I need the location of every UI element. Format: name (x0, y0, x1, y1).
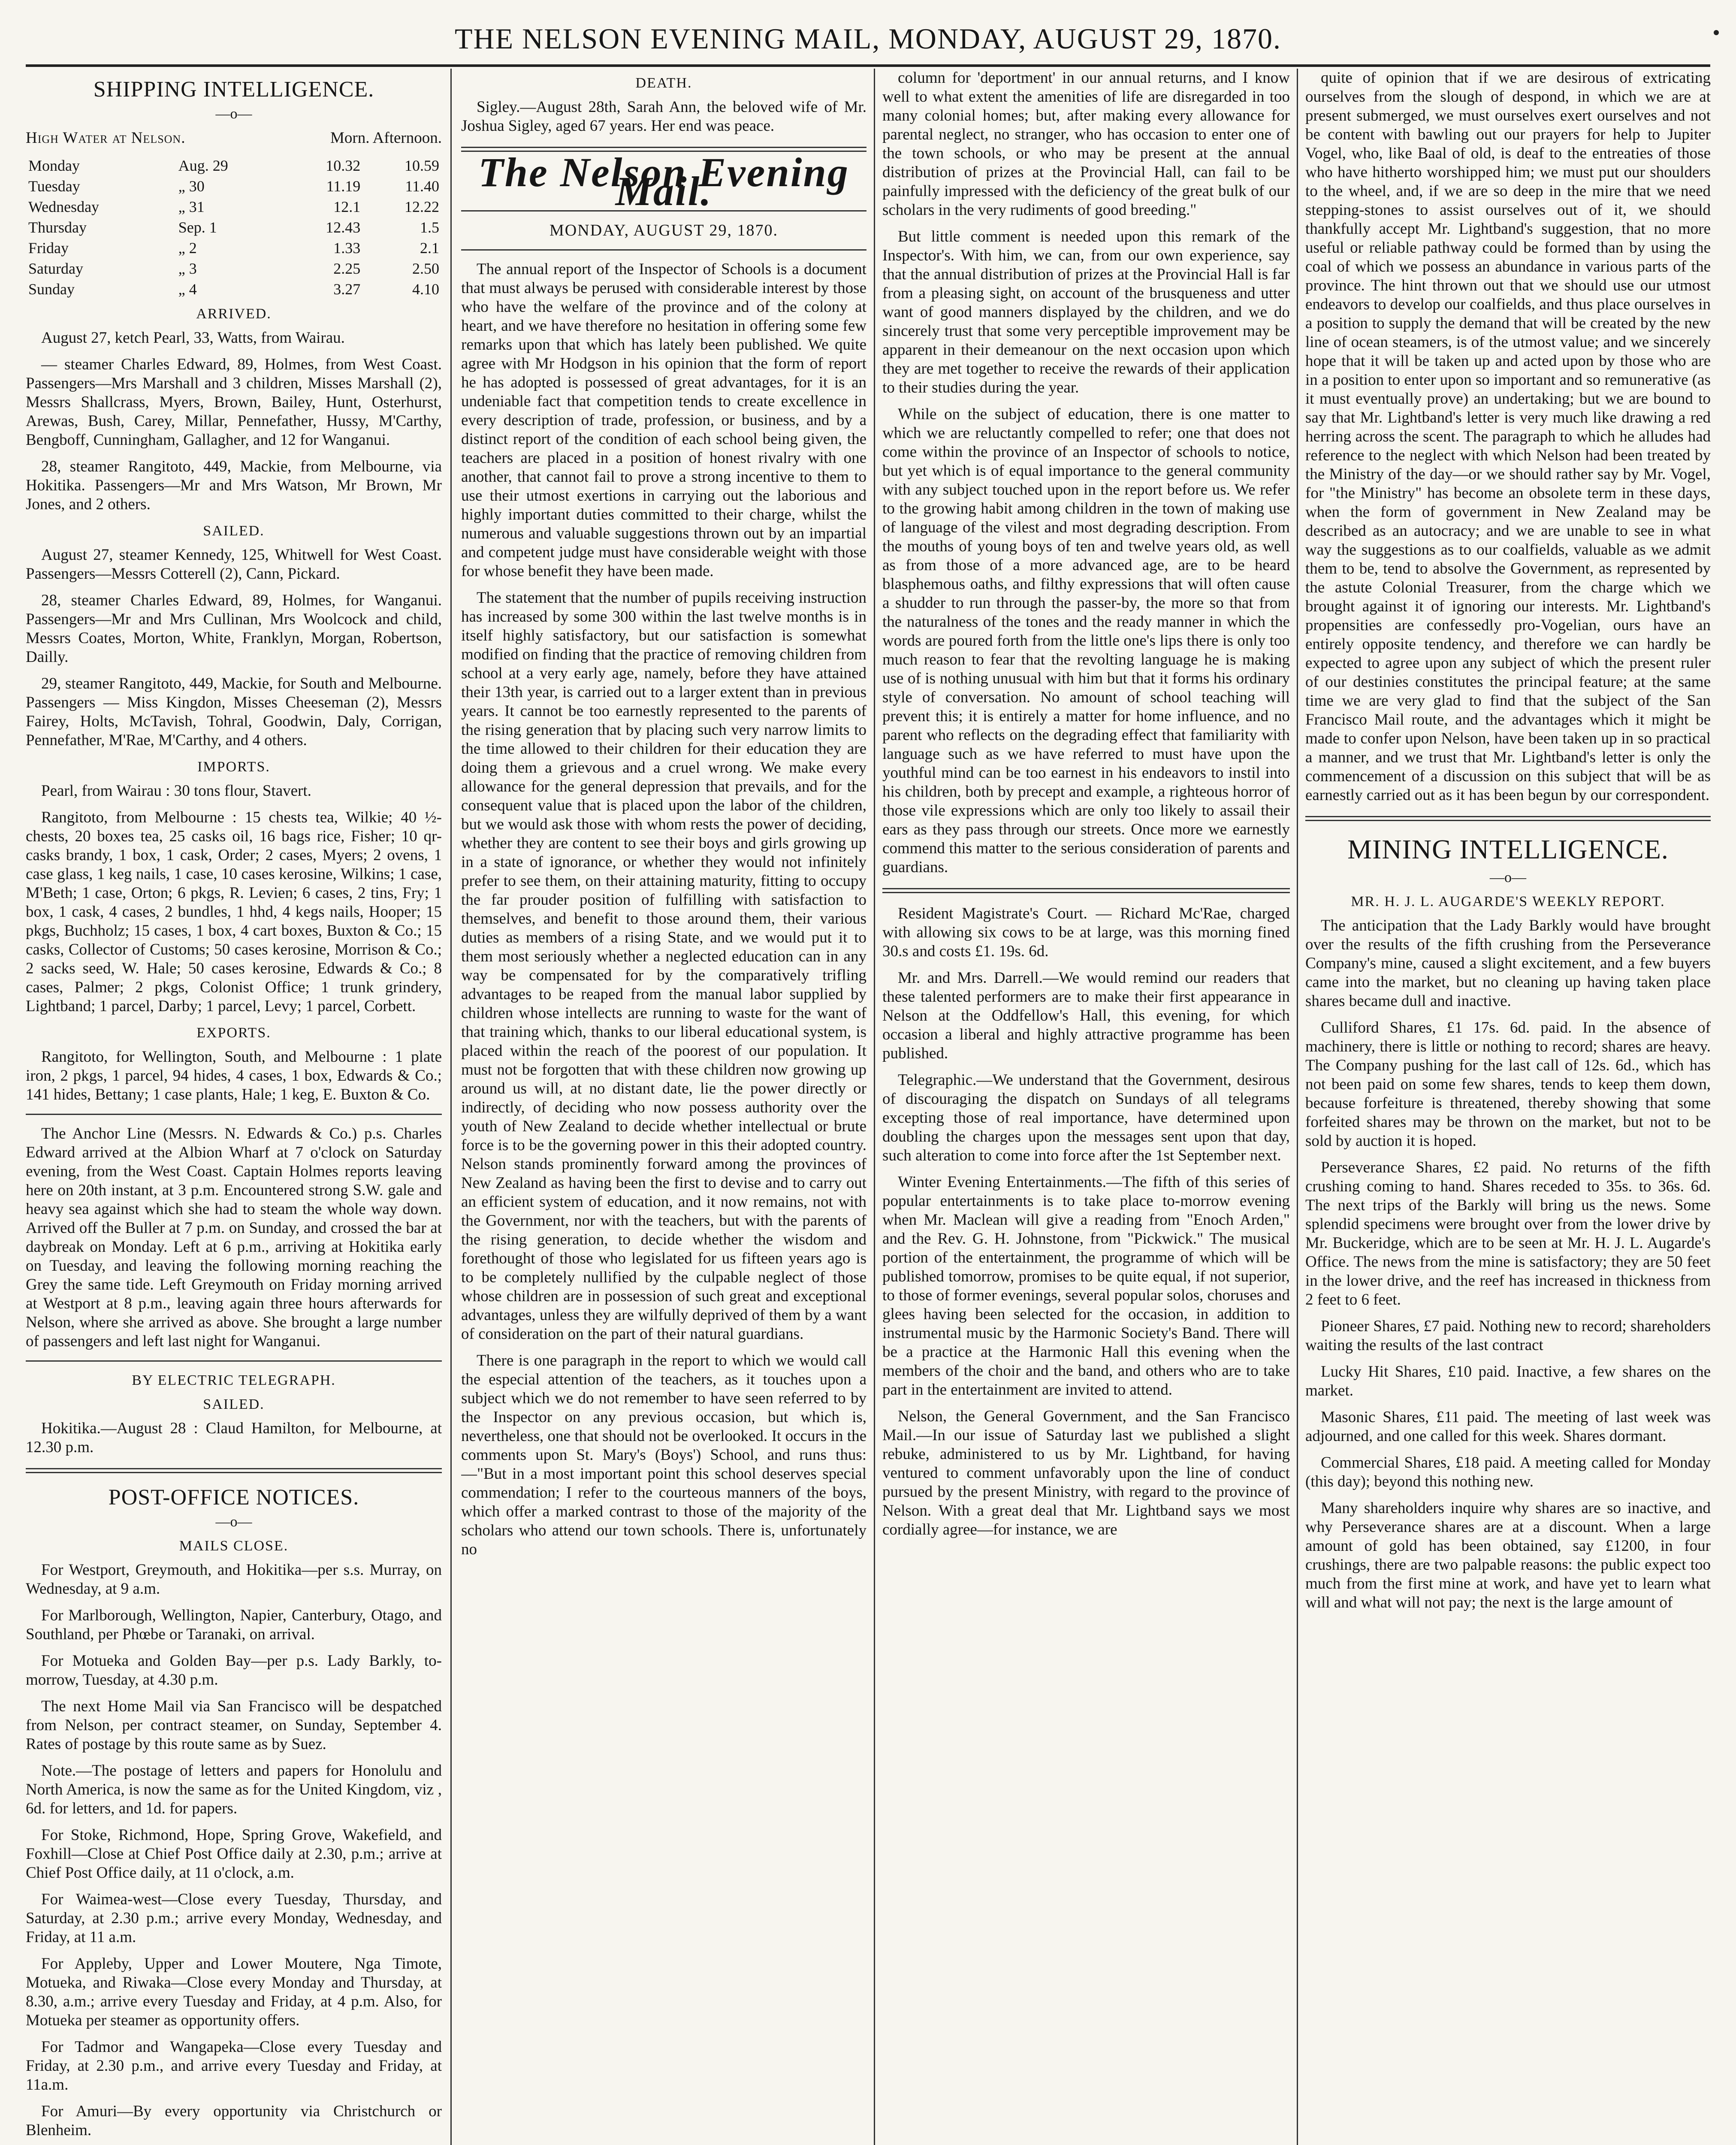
arrival-item: August 27, ketch Pearl, 33, Watts, from Wairau. (41, 329, 345, 347)
mail-notice: The next Home Mail via San Francisco will be despatched from Nelson, per contract steamer, on Sunday, September 4. Rates of postage by this route same as by Suez. (26, 1698, 442, 1753)
sailed-heading: SAILED. (203, 523, 265, 539)
tide-cell: Friday (28, 239, 69, 257)
divider-rule (26, 1114, 442, 1115)
tide-cell: „ 31 (178, 198, 205, 215)
tide-cell: 10.32 (326, 157, 361, 174)
masthead-title: THE NELSON EVENING MAIL, MONDAY, AUGUST 29, 1870. (454, 22, 1282, 55)
tide-cell: Aug. 29 (178, 157, 228, 174)
editorial-paragraph: quite of opinion that if we are desirous of extricating ourselves from the slough of despond, in which we are at present submerged, we must ourselves exert ourselves and not be content with bawling out our prayers for help to Jupiter Vogel, who, like Baal of old, is deaf to the entreaties of those who have hitherto worshipped him; we must put our shoulders to the wheel, and, if we are so deep in the mire that we need stepping-stones to assist ourselves out of it, we should thankfully accept Mr. Lightband's suggestion, that no more useful or reliable pathway could be formed than by using the coal of which we possess an abundance in various parts of the province. The hint thrown out that we should use our utmost endeavors to develop our coalfields, and thus place ourselves in a position to supply the demand that will be created by the new line of ocean steamers, is of the utmost value; and we sincerely hope that it will be taken up and acted upon by those who are in a position to enter upon so important and so remunerative (as it must eventually prove) an undertaking; but we are bound to say that Mr. Lightband's letter is very much like drawing a red herring across the scent. The paragraph to which he alludes had reference to the neglect with which Nelson had been treated by the Ministry of the day—or we should rather say by Mr. Vogel, for "the Ministry" has become an obsolete term in these days, when the form of government in New Zealand may be described as an autocracy; and we are unable to see in what way the suggestions as to our coalfields, valuable as we admit them to be, tend to absolve the Government, as represented by the astute Colonial Treasurer, from the charge which we brought against it of ignoring our interests. Mr. Lightband's propensities are confessedly pro-Vogelian, ours have an entirely opposite tendency, and therefore we can hardly be expected to agree upon any subject of which the present ruler of our destinies constitutes the principal feature; at the same time we are very glad to find that the subject of the San Francisco Mail route, and the advantages which it might be made to confer upon Nelson, have been taken up in so practical a manner, and we trust that Mr. Lightband's letter is only the commencement of a discussion on this subject that will be as earnestly carried out as it has been begun by our correspondent. (1305, 69, 1711, 804)
divider-rule (26, 1360, 442, 1362)
arrival-item: — steamer Charles Edward, 89, Holmes, from West Coast. Passengers—Mrs Marshall and 3 children, Misses Marshall (2), Messrs Shallcrass, Myers, Brown, Bailey, Hunt, Osterhurst, Arewas, Bush, Carey, Millar, Pennefather, Hussy, M'Carthy, Bengboff, Cunningham, Gallagher, and 12 for Wanganui. (26, 356, 442, 449)
anchor-line-report: The Anchor Line (Messrs. N. Edwards & Co.) p.s. Charles Edward arrived at the Albion Wharf at 7 o'clock on Saturday evening, from the West Coast. Captain Holmes reports leaving here on 20th instant, at 3 p.m. Encountered strong S.W. gale and heavy sea against which she had to steam the whole way down. Arrived off the Buller at 7 p.m. on Sunday, and crossed the bar at daybreak on Monday. Left at 6 p.m., arriving at Hokitika early on Tuesday, and leaving the following morning reaching the Grey the same tide. Left Greymouth on Friday morning arrived at Westport at 8 p.m., leaving again three hours afterwards for Nelson, where she arrived as above. She brought a large number of passengers and left last night for Wanganui. (26, 1125, 442, 1350)
column-1 (26, 69, 442, 2145)
mail-notice: For Appleby, Upper and Lower Moutere, Nga Timote, Motueka, and Riwaka—Close every Monday and Thursday, at 8.30, a.m.; arrive every Tuesday and Friday, at 4 p.m. Also, for Motueka per steamer as opportunity offers. (26, 1955, 442, 2029)
darrell-news: Mr. and Mrs. Darrell.—We would remind our readers that these talented performers are to make their first appearance in Nelson at the Oddfellow's Hall, this evening, for which occasion a liberal and highly attractive programme has been published. (882, 969, 1290, 1062)
double-rule (882, 888, 1290, 893)
arrived-list (26, 329, 442, 514)
tide-cell: 2.50 (412, 260, 439, 277)
arrived-heading: ARRIVED. (196, 306, 272, 322)
mail-notice: Note.—The postage of letters and papers for Honolulu and North America, is now the same as for the United Kingdom, viz , 6d. for letters, and 1d. for papers. (26, 1762, 442, 1817)
editorial-paragraph: The annual report of the Inspector of Schools is a document that must always be perused with considerable interest by those who have the welfare of the province and of the colony at heart, and we have therefore no hesitation in offering some few remarks upon that which has lately been published. We quite agree with Mr Hodgson in his opinion that the form of report he has adopted is possessed of great advantages, for it is an undeniable fact that competition tends to create excellence in every description of trade, profession, or business, and by a distinct report of the condition of each school being given, the teachers are placed in a position of honest rivalry with one another, that cannot fail to prove a strong incentive to them to use their utmost exertions in carrying out the laborious and highly important duties committed to their charge, whilst the numerous and valuable suggestions thrown out by an impartial and competent judge must have considerable weight with those for whose benefit they have been made. (461, 260, 866, 580)
tide-label: High Water at Nelson. (26, 129, 186, 147)
tide-row (26, 258, 442, 279)
mining-paragraph: Lucky Hit Shares, £10 paid. Inactive, a few shares on the market. (1305, 1363, 1711, 1399)
divider: —o— (215, 1514, 252, 1530)
mail-notice: For Motueka and Golden Bay—per p.s. Lady Barkly, to-morrow, Tuesday, at 4.30 p.m. (26, 1652, 442, 1689)
san-francisco-mail-news: Nelson, the General Government, and the San Francisco Mail.—In our issue of Saturday last we published a slight rebuke, administered to us by Mr. Lightband, for having ventured to comment unfavorably upon the line of conduct pursued by the present Ministry, with regard to the province of Nelson. With a great deal that Mr. Lightband says we most cordially agree—for instance, we are (882, 1408, 1290, 1538)
tide-row (26, 176, 442, 196)
tide-cell: Wednesday (28, 198, 100, 215)
tide-cell: Saturday (28, 260, 83, 277)
mails-close-heading: MAILS CLOSE. (179, 1538, 289, 1554)
tide-cell: „ 2 (178, 239, 197, 257)
column-rule (1297, 69, 1298, 2145)
dateline: MONDAY, AUGUST 29, 1870. (549, 221, 778, 239)
death-heading: DEATH. (635, 75, 692, 91)
tide-cell: „ 30 (178, 178, 205, 195)
import-item: Pearl, from Wairau : 30 tons flour, Stavert. (41, 782, 311, 800)
mails-list (26, 1561, 442, 2145)
tide-row (26, 155, 442, 176)
column-2 (461, 69, 866, 2145)
export-item: Rangitoto, for Wellington, South, and Melbourne : 1 plate iron, 2 pkgs, 1 parcel, 94 hides, 4 cases, 1 box, Edwards & Co.; 141 hides, Bettany; 1 case plants, Hale; 1 keg, E. Buxton & Co. (26, 1048, 442, 1103)
column-4 (1305, 69, 1711, 2145)
mining-paragraph: The anticipation that the Lady Barkly would have brought over the results of the fifth crushing from the Perseverance Company's mine, caused a slight excitement, and a few buyers came into the market, but no cleaning up having taken place shares became dull and inactive. (1305, 917, 1711, 1010)
mining-paragraph: Perseverance Shares, £2 paid. No returns of the fifth crushing coming to hand. Shares receded to 35s. to 36s. 6d. The next trips of the Barkly will bring us the news. Some splendid specimens were brought over from the lower drive by Mr. Buckeridge, which are to be seen at Mr. H. J. L. Augarde's Office. The news from the mine is satisfactory; they are 50 feet in the lower drive, and the reef has increased in thickness from 2 feet to 6 feet. (1305, 1159, 1711, 1308)
page-mark (1714, 30, 1719, 35)
tide-cell: Monday (28, 157, 80, 174)
tide-cell: 1.33 (333, 239, 361, 257)
mining-paragraph: Commercial Shares, £18 paid. A meeting called for Monday (this day); beyond this nothing new. (1305, 1454, 1711, 1490)
mining-paragraph: Pioneer Shares, £7 paid. Nothing new to record; shareholders waiting the results of the last contract (1305, 1317, 1711, 1354)
tide-cell: 2.1 (420, 239, 439, 257)
tide-cell: „ 4 (178, 281, 197, 298)
tide-row (26, 217, 442, 238)
arrival-item: 28, steamer Rangitoto, 449, Mackie, from Melbourne, via Hokitika. Passengers—Mr and Mrs Watson, Mr Brown, Mr Jones, and 2 others. (26, 458, 442, 513)
telegraph-item: Hokitika.—August 28 : Claud Hamilton, for Melbourne, at 12.30 p.m. (26, 1420, 442, 1456)
tide-cell: 3.27 (333, 281, 361, 298)
column-rule (450, 69, 452, 2145)
nameplate: The Nelson Evening Mail. (478, 149, 849, 214)
mining-report (1305, 916, 1711, 1612)
imports-heading: IMPORTS. (197, 759, 270, 775)
double-rule (26, 1468, 442, 1473)
sailing-item: 28, steamer Charles Edward, 89, Holmes, for Wanganui. Passengers—Mr and Mrs Cullinan, Mrs Woolcock and child, Messrs Coates, Morton, White, Franklyn, Morgan, Robertson, Dailly. (26, 592, 442, 666)
shipping-heading: SHIPPING INTELLIGENCE. (93, 77, 374, 102)
tide-cell: „ 3 (178, 260, 197, 277)
tide-cell: 4.10 (412, 281, 439, 298)
sailing-item: 29, steamer Rangitoto, 449, Mackie, for South and Melbourne. Passengers — Miss Kingdon, Misses Cheeseman (2), Messrs Fairey, Holts, McTavish, Tohral, Goodwin, Daly, Corrigan, Pennefather, M'Rae, M'Carthy, and 4 others. (26, 675, 442, 749)
import-item: Rangitoto, from Melbourne : 15 chests tea, Wilkie; 40 ½-chests, 20 boxes tea, 25 casks oil, 16 bags rice, Fisher; 10 qr-casks brandy, 1 box, 1 cask, Order; 2 cases, Myers; 2 ovens, 1 case glass, 1 keg nails, 1 case, 10 cases kerosine, Wilkins; 1 case, M'Beth; 1 case, Orton; 6 pkgs, R. Levien; 6 cases, 2 tins, Fry; 1 box, 1 cask, 4 cases, 2 bundles, 1 hhd, 4 kegs nails, Hooper; 15 pkgs, Buchholz; 15 cases, 1 box, 4 cart boxes, Buxton & Co.; 15 casks, Collector of Customs; 50 cases kerosine, Morrison & Co.; 2 sacks seed, W. Hale; 50 cases kerosine, Edwards & Co.; 8 cases, Palmer; 2 pkgs, Colonist Office; 1 trunk grindery, Lightband; 1 parcel, Darby; 1 parcel, Levy; 1 parcel, Corbett. (26, 809, 442, 1015)
editorial-continued (882, 69, 1290, 877)
mining-paragraph: Culliford Shares, £1 17s. 6d. paid. In the absence of machinery, there is little or nothing to record; shares are heavy. The Company pushing for the last call of 12s. 6d., which has not been paid on some few shares, tends to keep them down, because forfeiture is threatened, thereby showing that some forfeited shares may be thrown on the market, but not to be sold by auction it is hoped. (1305, 1019, 1711, 1150)
mail-notice: For Stoke, Richmond, Hope, Spring Grove, Wakefield, and Foxhill—Close at Chief Post Office daily at 2.30, p.m.; arrive at Chief Post Office daily, at 11 o'clock, a.m. (26, 1826, 442, 1882)
double-rule (1305, 816, 1711, 821)
winter-entertainments-news: Winter Evening Entertainments.—The fifth of this series of popular entertainments is to take place to-morrow evening when Mr. Maclean will give a reading from "Enoch Arden," and the Rev. G. H. Johnstone, from "Pickwick." The musical portion of the entertainment, the programme of which will be published tomorrow, promises to be quite equal, if not superior, to those of former evenings, several popular solos, choruses and glees having been selected for the occasion, in addition to instrumental music by the Harmonic Society's Band. There will be a practice at the Harmonic Hall this evening when the members of the choir and the band, and others who are to take part in the entertainment are invited to attend. (882, 1173, 1290, 1399)
sailed-list (26, 546, 442, 750)
editorial-paragraph: While on the subject of education, there is one matter to which we are reluctantly compelled to refer; one that does not come within the province of an Inspector of schools to notice, but yet which is of equal importance to the general community with any subject touched upon in the report before us. We refer to the growing habit among children in the town of making use of language of the vilest and most degrading description. From the mouths of young boys of ten and twelve years old, as well as from those of a more advanced age, are to be heard blasphemous oaths, and filthy expressions that will often cause a shudder to run through the passer-by, the more so that from the naturalness of the tones and the ready manner in which the words are poured forth from the little one's lips there is only too much reason to fear that the revolting language he is making use of is nothing unusual with him but that it forms his ordinary style of conversation. No amount of school teaching will prevent this; it is entirely a matter for home influence, and no parent who reflects on the degrading effect that familiarity with language such as we have referred to must have upon the youthful mind can be too earnest in his endeavors to instil into his children, both by precept and example, a righteous horror of those vile expressions which are only too likely to assail their ears as they pass through our streets. Once more we earnestly commend this matter to the serious consideration of parents and guardians. (882, 405, 1290, 876)
tide-cell: 10.59 (405, 157, 439, 174)
editorial-paragraph: The statement that the number of pupils receiving instruction has increased by some 300 within the last twelve months is in itself highly satisfactory, but our satisfaction is somewhat modified on finding that the practice of removing children from school at a very early age, namely, before they have attained their 13th year, is carried out to a larger extent than in previous years. It cannot be too earnestly represented to the parents of the rising generation that by placing such very narrow limits to the time allowed to their children for their education they are doing them a grievous and a cruel wrong. We make every allowance for the general depression that prevails, and for the consequent value that is placed upon the labor of the children, but we would ask those with whom rests the power of deciding, whether they are content to see their boys and girls growing up in a state of ignorance, or whether they would not infinitely prefer to see them, on their attaining maturity, fitting to occupy the far prouder position of fulfilling with satisfaction to themselves, and benefit to those around them, their various duties as members of a rising State, and we would put it to them most seriously whether a neglected education can in any way be compensated for by the comparatively trifling advantages to be reaped from the manual labor supplied by children whose intellects are running to waste for the want of that training which, thanks to our liberal educational system, is placed within the reach of the poorest of our population. It must not be forgotten that with these children now growing up around us will, at no distant date, lie the power directly or indirectly, of deciding who now possess authority over the youth of New Zealand to decide whether intellectual or brute force is to be the governing power in this their adopted country. Nelson stands prominently forward among the provinces of New Zealand as having been the first to devise and to carry out an efficient system of education, and it now remains, not with the Government, nor with the teachers, but with the parents of the rising generation, to decide whether the wisdom and forethought of those who legislated for us fifteen years ago is to be completely nullified by the culpable neglect of those whose children are in possession of such great and exceptional advantages, unless they are wilfully deprived of them by a want of consideration on the part of their natural guardians. (461, 589, 866, 1343)
tide-row (26, 279, 442, 299)
tide-table (26, 155, 442, 299)
tide-row (26, 196, 442, 217)
death-notice: Sigley.—August 28th, Sarah Ann, the beloved wife of Mr. Joshua Sigley, aged 67 years. Her end was peace. (461, 98, 866, 135)
mail-notice: For Tadmor and Wangapeka—Close every Tuesday and Friday, at 2.30 p.m., and arrive every Tuesday and Friday, at 11a.m. (26, 2038, 442, 2094)
divider: —o— (1490, 870, 1526, 885)
editorial-paragraph: But little comment is needed upon this remark of the Inspector's. With him, we can, from our own experience, say that the annual distribution of prizes at the Provincial Hall is far from a pleasing sight, on account of the brusqueness and utter want of good manners displayed by the children, and we do sincerely trust that some very perceptible improvement may be apparent in their demeanour on the next occasion upon which they are met together to receive the rewards of their application to their studies during the year. (882, 228, 1290, 396)
tide-cell: 12.1 (333, 198, 361, 215)
mining-paragraph: Masonic Shares, £11 paid. The meeting of last week was adjourned, and one called for this week. Shares dormant. (1305, 1408, 1711, 1445)
column-rule (874, 69, 875, 2145)
tide-cell: 1.5 (420, 219, 439, 236)
sailing-item: August 27, steamer Kennedy, 125, Whitwell for West Coast. Passengers—Messrs Cotterell (2), Cann, Pickard. (26, 546, 442, 583)
tide-cell: Thursday (28, 219, 87, 236)
editorial-paragraph: column for 'deportment' in our annual returns, and I know well to what extent the amenities of life are disregarded in too many colonial homes; but, after making every allowance for parental neglect, no stranger, who has occasion to enter one of the town schools, or who may be present at the annual distribution of prizes at the Provincial Hall, can fail to be painfully impressed with the deficiency of the great bulk of our scholars in the very rudiments of good breeding." (882, 69, 1290, 219)
mining-heading: MINING INTELLIGENCE. (1347, 834, 1669, 864)
tide-row (26, 238, 442, 258)
mail-notice: For Waimea-west—Close every Tuesday, Thursday, and Saturday, at 2.30 p.m.; arrive every Monday, Wednesday, and Friday, at 11 a.m. (26, 1891, 442, 1946)
editorial-text (461, 260, 866, 1559)
mining-paragraph: Many shareholders inquire why shares are so inactive, and why Perseverance shares are at a discount. When a large amount of gold has been obtained, say £1200, in four crushings, there are two palpable reasons: the public expect too much from the first mine at work, and have yet to learn what will and what will not pay; the next is the large amount of (1305, 1499, 1711, 1611)
telegraph-heading: BY ELECTRIC TELEGRAPH. (132, 1372, 336, 1388)
imports-list (26, 782, 442, 1016)
telegraph-sailed-heading: SAILED. (203, 1396, 265, 1412)
exports-list (26, 1048, 442, 1104)
column-3 (882, 69, 1290, 2145)
tide-cell: 12.22 (405, 198, 439, 215)
telegraphic-news: Telegraphic.—We understand that the Government, desirous of discouraging the dispatch on Sundays of all telegrams excepting those of real importance, have determined upon doubling the charges upon the messages sent upon that day, such alteration to come into force after the 1st September next. (882, 1071, 1290, 1164)
divider-rule (461, 249, 866, 251)
tide-cell: Sunday (28, 281, 75, 298)
exports-heading: EXPORTS. (196, 1025, 271, 1041)
post-office-heading: POST-OFFICE NOTICES. (108, 1485, 359, 1510)
editorial-paragraph: There is one paragraph in the report to which we would call the especial attention of the teachers, as it touches upon a subject which we do not remember to have seen referred to by the Inspector on any previous occasion, but which is, nevertheless, one that should not be overlooked. It occurs in the comments upon St. Mary's (Boys') School, and runs thus:—"But in a most important point this school deserves special commendation; I refer to the courteous manners of the boys, which offer a marked contrast to those of the majority of the scholars who attend our town schools. There is, unfortunately no (461, 1352, 866, 1558)
divider: —o— (215, 106, 252, 122)
tide-columns: Morn. Afternoon. (330, 129, 442, 147)
tide-cell: Tuesday (28, 178, 80, 195)
mail-notice: For Amuri—By every opportunity via Christchurch or Blenheim. (26, 2103, 442, 2139)
tide-cell: 12.43 (326, 219, 361, 236)
mail-notice: For Westport, Greymouth, and Hokitika—per s.s. Murray, on Wednesday, at 9 a.m. (26, 1561, 442, 1598)
tide-cell: 11.19 (326, 178, 361, 195)
court-news: Resident Magistrate's Court. — Richard Mc'Rae, charged with allowing six cows to be at large, was this morning fined 30.s and costs £1. 19s. 6d. (882, 905, 1290, 960)
mail-notice: For Marlborough, Wellington, Napier, Canterbury, Otago, and Southland, per Phœbe or Taranaki, on arrival. (26, 1607, 442, 1643)
tide-cell: Sep. 1 (178, 219, 217, 236)
editorial-conclusion (1305, 69, 1711, 805)
mining-subheading: MR. H. J. L. AUGARDE'S WEEKLY REPORT. (1351, 894, 1665, 909)
tide-cell: 11.40 (405, 178, 439, 195)
tide-cell: 2.25 (333, 260, 361, 277)
masthead (26, 17, 1710, 67)
